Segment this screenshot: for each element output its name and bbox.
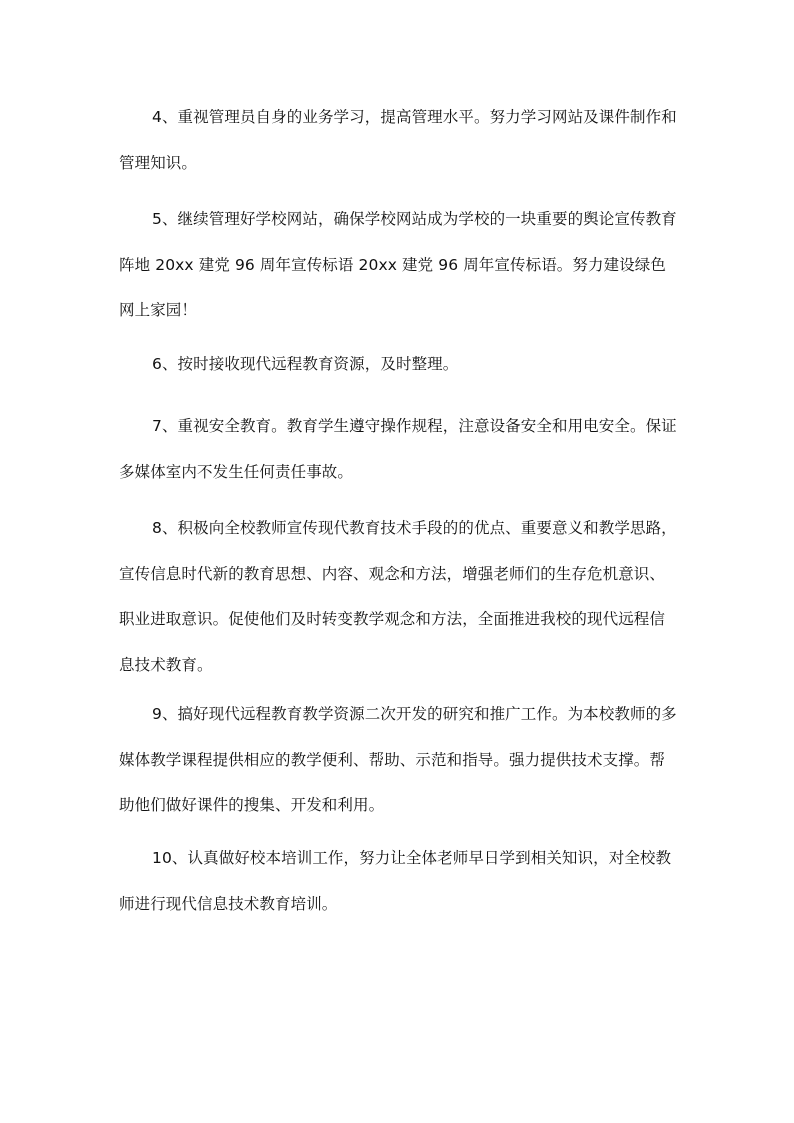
- paragraph-item-9: 9、搞好现代远程教育教学资源二次开发的研究和推广工作。为本校教师的多媒体教学课程提供相应的教学便利、帮助、示范和指导。强力提供技术支撑。帮助他们做好课件的搜集、开发和利用。: [119, 705, 677, 814]
- paragraph-item-5: 5、继续管理好学校网站，确保学校网站成为学校的一块重要的舆论宣传教育阵地 20xx 建党 96 周年宣传标语 20xx 建党 96 周年宣传标语。努力建设绿色网上家园！: [119, 210, 677, 319]
- paragraph-item-8: 8、积极向全校教师宣传现代教育技术手段的的优点、重要意义和教学思路，宣传信息时代新的教育思想、内容、观念和方法，增强老师们的生存危机意识、职业进取意识。促使他们及时转变教学观念和方法，全面推进我校的现代远程信息技术教育。: [119, 519, 677, 674]
- paragraph-item-6: 6、按时接收现代远程教育资源，及时整理。: [152, 355, 459, 373]
- paragraph-item-10: 10、认真做好校本培训工作，努力让全体老师早日学到相关知识，对全校教师进行现代信息技术教育培训。: [119, 849, 672, 913]
- paragraph-item-4: 4、重视管理员自身的业务学习，提高管理水平。努力学习网站及课件制作和管理知识。: [119, 108, 677, 172]
- paragraph-item-7: 7、重视安全教育。教育学生遵守操作规程，注意设备安全和用电安全。保证多媒体室内不发生任何责任事故。: [119, 417, 677, 481]
